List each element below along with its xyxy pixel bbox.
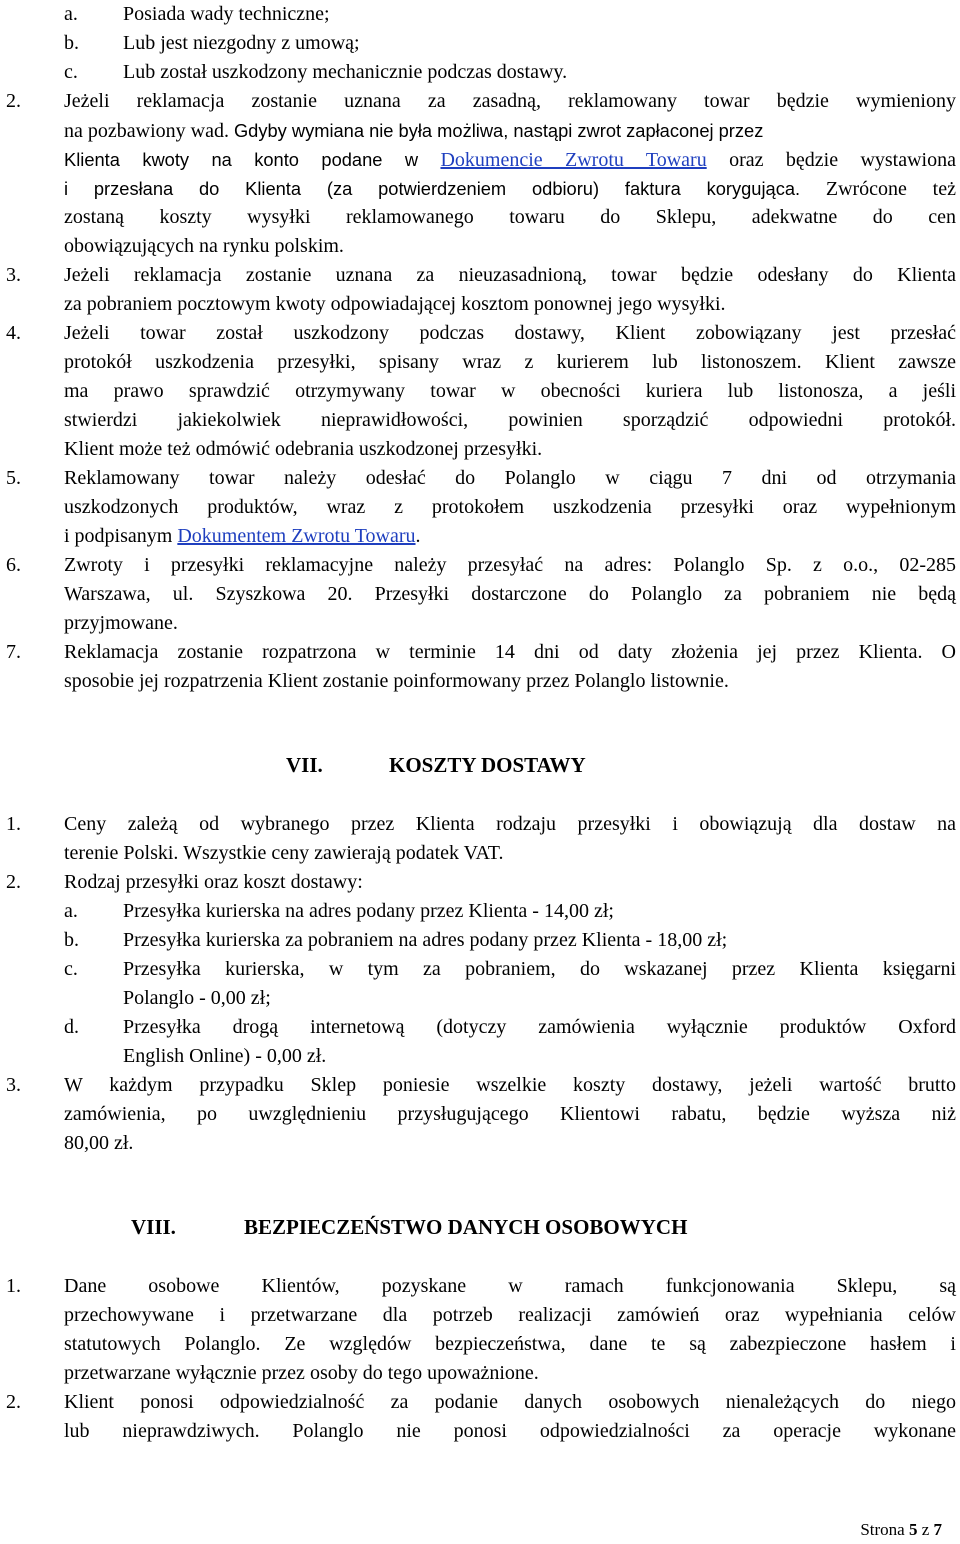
text-line: Warszawa, ul. Szyszkowa 20. Przesyłki dostarczone do Polanglo za pobraniem nie będą xyxy=(64,583,956,605)
text-line: i podpisanym Dokumentem Zwrotu Towaru. xyxy=(64,525,421,547)
text-line: Jeżeli reklamacja zostanie uznana za zasadną, reklamowany towar będzie wymieniony xyxy=(64,90,956,112)
item-number: 5. xyxy=(6,467,21,489)
list-item: Przesyłka kurierska za pobraniem na adres podany przez Klienta - 18,00 zł; xyxy=(123,929,728,951)
text-line: zamówienia, po uwzględnieniu przysługującego Klientowi rabatu, będzie wyższa niż xyxy=(64,1103,956,1125)
text-line: statutowych Polanglo. Ze względów bezpieczeństwa, dane te są zabezpieczone hasłem i xyxy=(64,1333,956,1355)
item-number: 1. xyxy=(6,813,21,835)
text-line: uszkodzonych produktów, wraz z protokołem uszkodzenia przesyłki oraz wypełnionym xyxy=(64,496,956,518)
text-line: Reklamacja zostanie rozpatrzona w terminie 14 dni od daty złożenia jej przez Klienta. O xyxy=(64,641,956,663)
text-line: Rodzaj przesyłki oraz koszt dostawy: xyxy=(64,871,363,893)
item-number: 3. xyxy=(6,1074,21,1096)
item-number: 1. xyxy=(6,1275,21,1297)
list-marker: a. xyxy=(64,3,78,25)
text-line: Reklamowany towar należy odesłać do Polanglo w ciągu 7 dni od otrzymania xyxy=(64,467,956,489)
text-line: przyjmowane. xyxy=(64,612,178,634)
return-document-link[interactable]: Dokumencie Zwrotu Towaru xyxy=(440,149,707,171)
list-item: Przesyłka kurierska, w tym za pobraniem, do wskazanej przez Klienta księgarni xyxy=(123,958,956,980)
section-title: BEZPIECZEŃSTWO DANYCH OSOBOWYCH xyxy=(244,1215,688,1239)
item-number: 6. xyxy=(6,554,21,576)
list-marker: c. xyxy=(64,61,78,83)
text-line: Dane osobowe Klientów, pozyskane w ramach funkcjonowania Sklepu, są xyxy=(64,1275,956,1297)
item-number: 3. xyxy=(6,264,21,286)
footer-separator: z xyxy=(921,1520,930,1539)
list-item: Lub jest niezgodny z umową; xyxy=(123,32,360,54)
list-item: Lub został uszkodzony mechanicznie podczas dostawy. xyxy=(123,61,568,83)
text-line: przetwarzane wyłącznie przez osoby do tego upoważnione. xyxy=(64,1362,539,1384)
item-number: 4. xyxy=(6,322,21,344)
text-line: stwierdzi jakiekolwiek nieprawidłowości, powinien sporządzić odpowiedni protokół. xyxy=(64,409,956,431)
text-line: obowiązujących na rynku polskim. xyxy=(64,235,344,257)
item-number: 2. xyxy=(6,90,21,112)
text-line: Zwroty i przesyłki reklamacyjne należy przesyłać na adres: Polanglo Sp. z o.o., 02-285 xyxy=(64,554,956,576)
item-number: 2. xyxy=(6,871,21,893)
item-number: 7. xyxy=(6,641,21,663)
list-marker: b. xyxy=(64,929,79,951)
text-line: ma prawo sprawdzić otrzymywany towar w obecności kuriera lub listonosza, a jeśli xyxy=(64,380,956,402)
text-line: zostaną koszty wysyłki reklamowanego towaru do Sklepu, adekwatne do cen xyxy=(64,206,956,228)
text-line: protokół uszkodzenia przesyłki, spisany wraz z kurierem lub listonoszem. Klient zawsze xyxy=(64,351,956,373)
text-line: Klient ponosi odpowiedzialność za podanie danych osobowych nienależących do niego xyxy=(64,1391,956,1413)
text-line: sposobie jej rozpatrzenia Klient zostanie poinformowany przez Polanglo listownie. xyxy=(64,670,729,692)
text-line: W każdym przypadku Sklep poniesie wszelkie koszty dostawy, jeżeli wartość brutto xyxy=(64,1074,956,1096)
text-line: lub nieprawdziwych. Polanglo nie ponosi odpowiedzialności za operacje wykonane xyxy=(64,1420,956,1442)
list-marker: c. xyxy=(64,958,78,980)
page-footer xyxy=(860,1515,942,1544)
item-number: 2. xyxy=(6,1391,21,1413)
text-line: Ceny zależą od wybranego przez Klienta rodzaju przesyłki i obowiązują dla dostaw na xyxy=(64,813,956,835)
text-line: Jeżeli reklamacja zostanie uznana za nieuzasadnioną, towar będzie odesłany do Klienta xyxy=(64,264,956,286)
text-line: przechowywane i przetwarzane dla potrzeb realizacji zamówień oraz wypełniania celów xyxy=(64,1304,956,1326)
list-item: Przesyłka kurierska na adres podany przez Klienta - 14,00 zł; xyxy=(123,900,614,922)
page-number: 5 xyxy=(908,1520,918,1539)
page-total: 7 xyxy=(933,1520,942,1539)
footer-prefix: Strona xyxy=(860,1520,905,1539)
text-line: 80,00 zł. xyxy=(64,1132,134,1154)
section-number: VIII. xyxy=(131,1215,176,1239)
list-item: Posiada wady techniczne; xyxy=(123,3,330,25)
section-number: VII. xyxy=(286,753,323,777)
list-item: Przesyłka drogą internetową (dotyczy zamówienia wyłącznie produktów Oxford xyxy=(123,1016,956,1038)
text-line: na pozbawiony wad. Gdyby wymiana nie była możliwa, nastąpi zwrot zapłaconej przez xyxy=(64,120,764,142)
section-title: KOSZTY DOSTAWY xyxy=(389,753,586,777)
return-document-link[interactable]: Dokumentem Zwrotu Towaru xyxy=(177,525,416,547)
list-marker: a. xyxy=(64,900,78,922)
text-line: terenie Polski. Wszystkie ceny zawierają podatek VAT. xyxy=(64,842,504,864)
text-line: i przesłana do Klienta (za potwierdzeniem odbioru) faktura korygująca. Zwrócone też xyxy=(64,178,956,200)
text-line: za pobraniem pocztowym kwoty odpowiadającej kosztom ponownej jego wysyłki. xyxy=(64,293,726,315)
text-line: Klienta kwoty na konto podane w Dokumencie Zwrotu Towaru oraz będzie wystawiona xyxy=(64,149,956,171)
list-marker: d. xyxy=(64,1016,79,1038)
list-marker: b. xyxy=(64,32,79,54)
list-item: Polanglo - 0,00 zł; xyxy=(123,987,271,1009)
text-line: Klient może też odmówić odebrania uszkodzonej przesyłki. xyxy=(64,438,543,460)
list-item: English Online) - 0,00 zł. xyxy=(123,1045,327,1067)
text-line: Jeżeli towar został uszkodzony podczas dostawy, Klient zobowiązany jest przesłać xyxy=(64,322,956,344)
